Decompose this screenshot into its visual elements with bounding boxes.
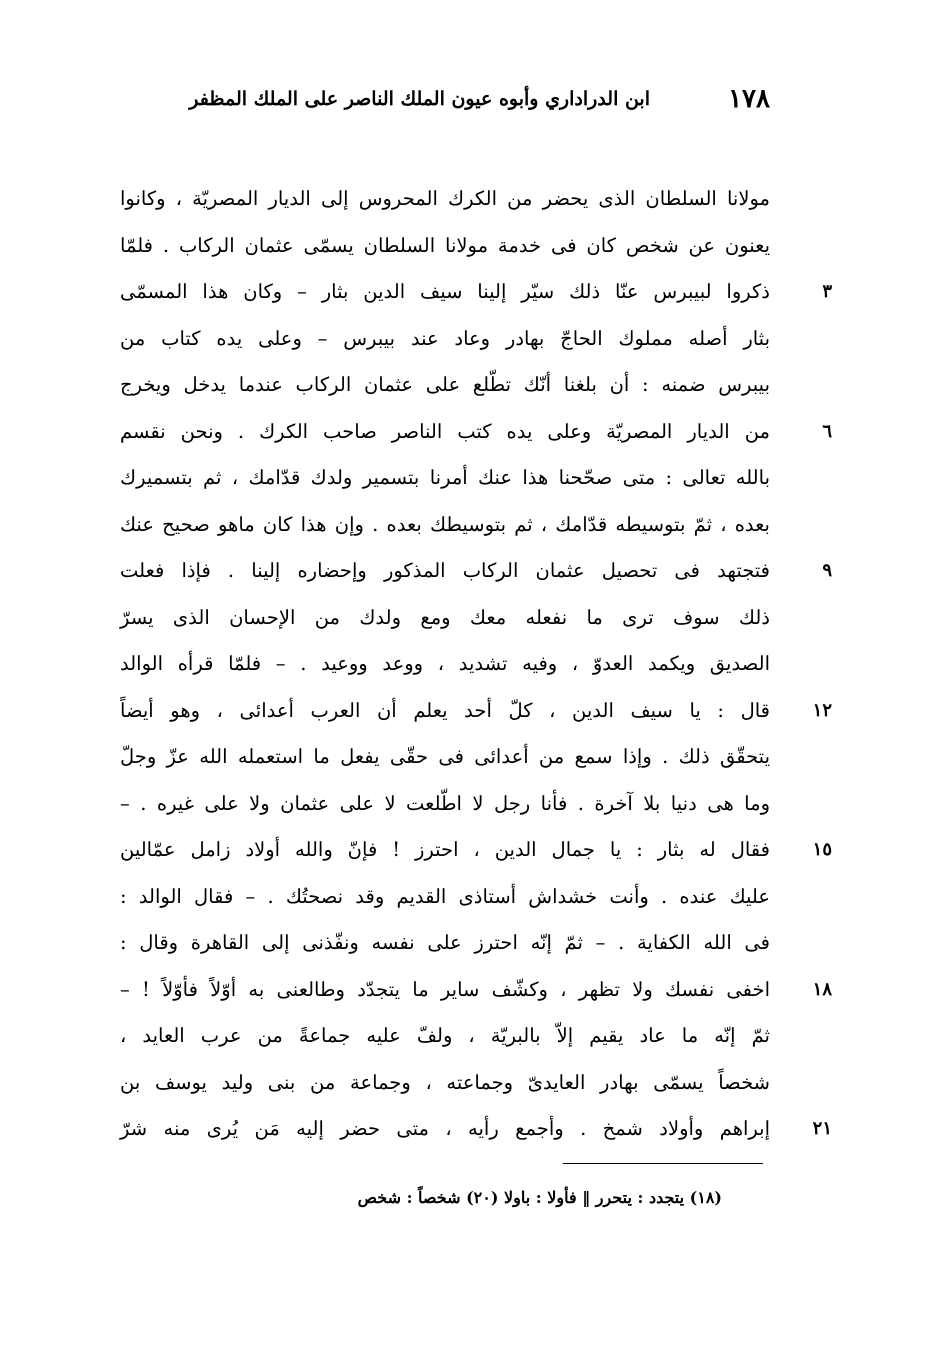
text-line (120, 1106, 832, 1153)
text-line (120, 781, 770, 828)
line-number: ١٢ (812, 699, 832, 721)
text-line (120, 548, 832, 595)
text-line (120, 409, 832, 456)
line-number: ٣ (822, 281, 832, 302)
footnote-rule (563, 1163, 763, 1164)
text-line (120, 269, 832, 316)
line-number: ٦ (822, 420, 832, 442)
text-line (120, 874, 770, 921)
line-text: ثمّ إنّه ما عاد يقيم إلاّ بالبريّة ، ولفّ عليه جماعةً من عرب العايد ، (120, 1024, 770, 1047)
text-line (120, 1060, 770, 1107)
line-text: اخفى نفسك ولا تظهر ، وكشّف ساير ما يتجدّد وطالعنى به أوّلاً فأوّلاً ! – (120, 977, 770, 1001)
text-line (120, 1013, 770, 1060)
running-title: ابن الدراداري وأبوه عيون الملك الناصر على الملك المظفر (189, 88, 650, 110)
line-text: وما هى دنيا بلا آخرة . فأنا رجل لا اطّلعت لا على عثمان ولا على غيره . – (120, 791, 770, 815)
text-line (120, 223, 770, 270)
line-text: بثار أصله مملوك الحاجّ بهادر وعاد عند بيبرس – وعلى يده كتاب من (120, 326, 770, 350)
text-line (120, 316, 770, 363)
footnote: (١٨) يتجدد : يتحرر ‖ فأولا : باولا (٢٠) شخصاً : شخص (357, 1188, 722, 1207)
line-number: ١٥ (812, 839, 832, 860)
line-text: الصديق ويكمد العدوّ ، وفيه تشديد ، ووعد ووعيد . – فلمّا قرأه الوالد (120, 652, 770, 675)
line-text: فى الله الكفاية . – ثمّ إنّه احترز على نفسه ونفّذنى إلى القاهرة وقال : (120, 931, 770, 954)
text-line (120, 455, 770, 502)
line-number: ١٨ (812, 978, 832, 1000)
text-line (120, 827, 832, 874)
body-text (120, 176, 832, 1153)
line-text: ذكروا لبيبرس عنّا ذلك سيّر إلينا سيف الدين بثار – وكان هذا المسمّى (120, 280, 770, 303)
line-text: شخصاً يسمّى بهادر العايدىّ وجماعته ، وجماعة من بنى وليد يوسف بن (120, 1070, 770, 1094)
text-line (120, 688, 832, 735)
text-line (120, 362, 770, 409)
page-header (189, 84, 770, 124)
line-number: ٢١ (812, 1118, 832, 1139)
line-text: من الديار المصريّة وعلى يده كتب الناصر صاحب الكرك . ونحن نقسم (120, 419, 770, 443)
text-line (120, 595, 770, 642)
line-text: يتحقّق ذلك . وإذا سمع من أعدائى فى حقّى يفعل ما استعمله الله عزّ وجلّ (120, 745, 770, 768)
line-text: يعنون عن شخص كان فى خدمة مولانا السلطان يسمّى عثمان الركاب . فلمّا (120, 233, 770, 257)
text-line (120, 920, 770, 967)
line-text: إبراهم وأولاد شمخ . وأجمع رأيه ، متى حضر إليه مَن يُرى منه شرّ (120, 1117, 770, 1140)
line-text: بيبرس ضمنه : أن بلغنا أنّك تطّلع على عثمان الركاب عندما يدخل ويخرج (120, 373, 770, 396)
line-text: ذلك سوف ترى ما نفعله معك ومع ولدك من الإحسان الذى يسرّ (120, 605, 770, 629)
text-line (120, 641, 770, 688)
line-text: مولانا السلطان الذى يحضر من الكرك المحروس إلى الديار المصريّة ، وكانوا (120, 187, 770, 210)
line-text: بالله تعالى : متى صحّحنا هذا عنك أمرنا بتسمير ولدك قدّامك ، ثم بتسميرك (120, 466, 770, 489)
line-text: عليك عنده . وأنت خشداش أستاذى القديم وقد نصحتُك . – فقال الوالد : (120, 884, 770, 908)
line-text: قال : يا سيف الدين ، كلّ أحد يعلم أن العرب أعدائى ، وهو أيضاً (120, 698, 770, 722)
line-text: بعده ، ثمّ بتوسيطه قدّامك ، ثم بتوسيطك بعده . وإن هذا كان ماهو صحيح عنك (120, 512, 770, 536)
text-line (120, 502, 770, 549)
line-text: فتجتهد فى تحصيل عثمان الركاب المذكور وإحضاره إلينا . فإذا فعلت (120, 559, 770, 582)
line-text: فقال له بثار : يا جمال الدين ، احترز ! فإنّ والله أولاد زامل عمّالين (120, 838, 770, 861)
text-line (120, 176, 770, 223)
page-number: ١٧٨ (728, 84, 770, 114)
line-number: ٩ (822, 560, 832, 581)
text-line (120, 734, 770, 781)
text-line (120, 967, 832, 1014)
